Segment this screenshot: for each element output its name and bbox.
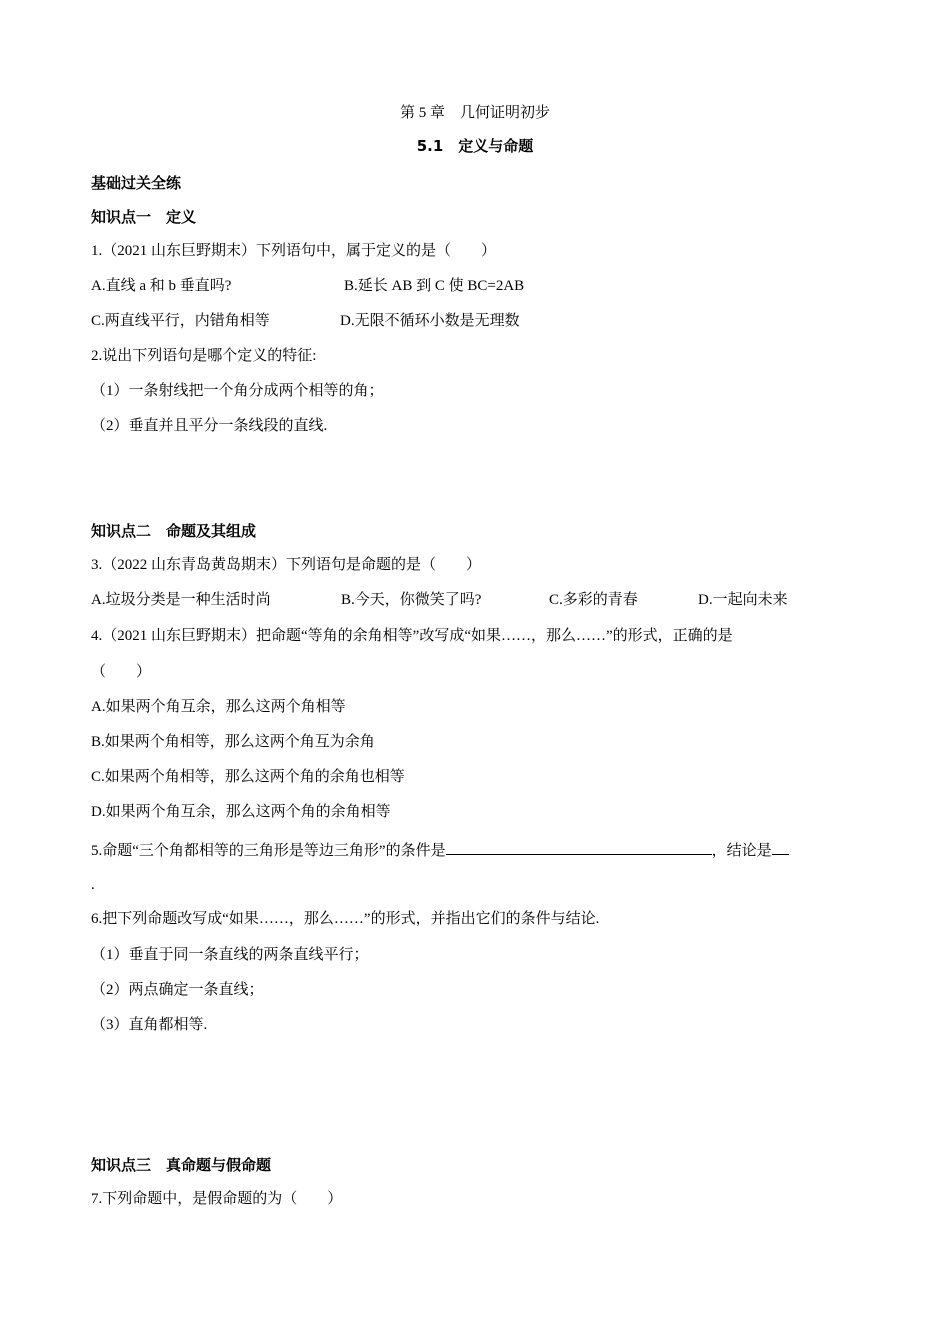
q6-sub-3: （3）直角都相等. (91, 1017, 208, 1033)
kp1-heading: 知识点一 定义 (91, 208, 197, 226)
q6-sub-1: （1）垂直于同一条直线的两条直线平行； (91, 947, 369, 963)
q5-conclusion-blank[interactable] (772, 839, 789, 855)
section-title: 5.1 定义与命题 (416, 137, 534, 155)
q1-option-a: A.直线 a 和 b 垂直吗? (91, 278, 232, 294)
part-heading: 基础过关全练 (91, 174, 182, 192)
q1-option-b: B.延长 AB 到 C 使 BC=2AB (344, 278, 525, 294)
chapter-title: 第 5 章 几何证明初步 (399, 105, 550, 121)
q2-sub-2: （2）垂直并且平分一条线段的直线. (91, 418, 328, 434)
q6-sub-2: （2）两点确定一条直线； (91, 982, 264, 998)
kp3-heading: 知识点三 真命题与假命题 (91, 1156, 272, 1174)
q3-option-d: D.一起向未来 (698, 592, 788, 608)
q5-stem: 5.命题“三个角都相等的三角形是等边三角形”的条件是 (91, 843, 446, 859)
kp2-heading: 知识点二 命题及其组成 (91, 522, 257, 540)
q1-stem: 1.（2021 山东巨野期末）下列语句中，属于定义的是（ ） (91, 243, 497, 259)
q3-option-c: C.多彩的青春 (549, 592, 638, 608)
q5-condition-blank[interactable] (446, 839, 712, 855)
q5-end: . (91, 877, 95, 893)
q1-option-d: D.无限不循环小数是无理数 (340, 313, 520, 329)
q6-stem: 6.把下列命题改写成“如果……，那么……”的形式，并指出它们的条件与结论. (91, 911, 600, 927)
q4-option-c: C.如果两个角相等，那么这两个角的余角也相等 (91, 769, 405, 785)
q2-stem: 2.说出下列语句是哪个定义的特征: (91, 348, 317, 364)
q3-option-b: B.今天，你微笑了吗? (341, 592, 482, 608)
q3-stem: 3.（2022 山东青岛黄岛期末）下列语句是命题的是（ ） (91, 557, 482, 573)
q5-line (91, 839, 789, 861)
q4-option-b: B.如果两个角相等，那么这两个角互为余角 (91, 734, 375, 750)
q3-option-a: A.垃圾分类是一种生活时尚 (91, 592, 271, 608)
q4-paren: （ ） (91, 664, 152, 680)
q4-option-a: A.如果两个角互余，那么这两个角相等 (91, 699, 346, 715)
q5-mid: ，结论是 (711, 843, 772, 859)
q4-stem: 4.（2021 山东巨野期末）把命题“等角的余角相等”改写成“如果……，那么……”的形式，正确的是 (91, 628, 733, 644)
q2-sub-1: （1）一条射线把一个角分成两个相等的角； (91, 383, 384, 399)
q1-option-c: C.两直线平行，内错角相等 (91, 313, 270, 329)
q4-option-d: D.如果两个角互余，那么这两个角的余角相等 (91, 804, 391, 820)
q7-stem: 7.下列命题中，是假命题的为（ ） (91, 1191, 343, 1207)
